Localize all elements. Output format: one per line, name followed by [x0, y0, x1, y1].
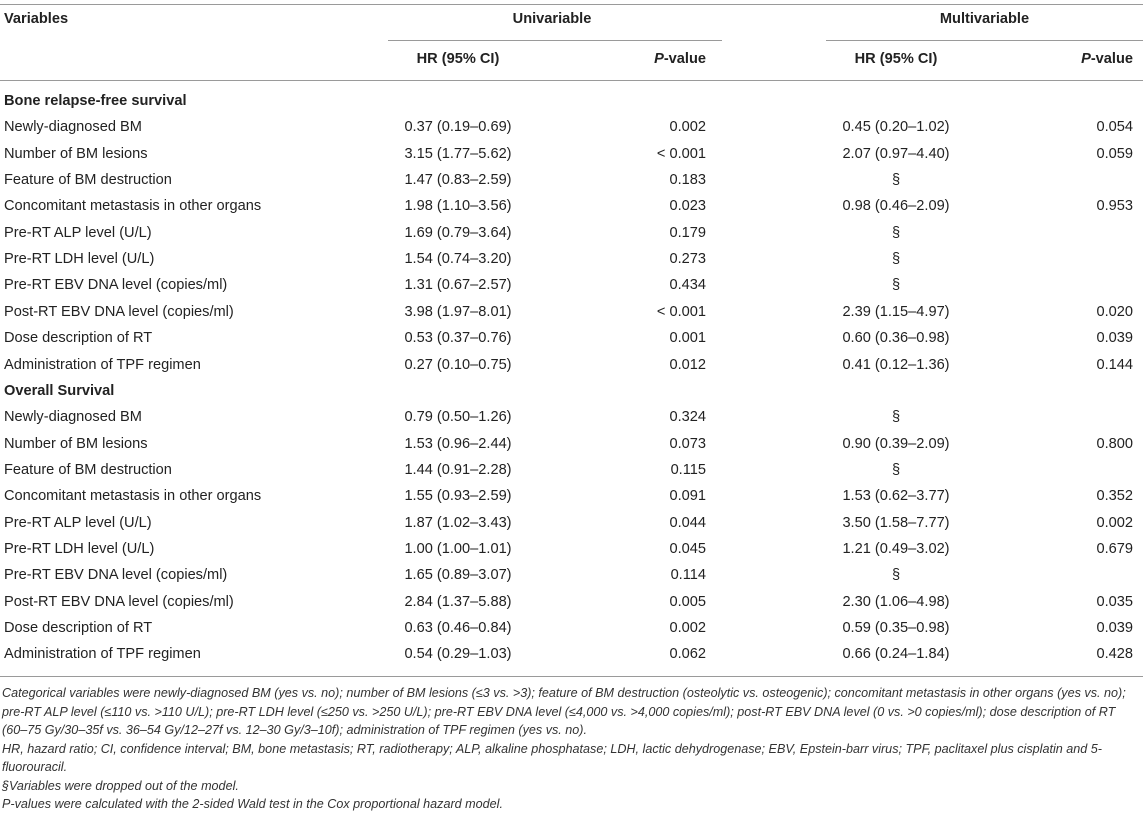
- cell-uni-p: 0.434: [669, 277, 706, 294]
- cell-uni-p: 0.115: [670, 461, 706, 478]
- cell-multi-hr: 2.39 (1.15–4.97): [842, 303, 950, 320]
- cell-uni-hr: 1.47 (0.83–2.59): [404, 172, 512, 188]
- multivariable-group-rule: [826, 40, 1143, 41]
- footnote-pvalue: P-values were calculated with the 2-sided Wald test in the Cox proportional hazard model.: [2, 797, 503, 811]
- cell-variable: Pre-RT LDH level (U/L): [4, 251, 155, 268]
- cell-uni-p: < 0.001: [656, 145, 706, 162]
- cell-multi-hr: 3.50 (1.58–7.77): [842, 514, 950, 531]
- table-top-rule: [0, 4, 1143, 5]
- cell-uni-hr: 1.31 (0.67–2.57): [404, 277, 512, 294]
- cell-uni-hr: 1.65 (0.89–3.07): [404, 567, 512, 584]
- table-bottom-rule: [0, 676, 1143, 677]
- cell-variable: Post-RT EBV DNA level (copies/ml): [4, 593, 234, 610]
- cell-uni-p: < 0.001: [656, 303, 706, 320]
- cell-multi-hr: §: [891, 277, 901, 294]
- cell-multi-hr: 1.53 (0.62–3.77): [842, 488, 950, 505]
- cell-variable: Administration of TPF regimen: [4, 646, 201, 663]
- cell-multi-p: 0.144: [1096, 356, 1133, 373]
- cell-uni-hr: 1.87 (1.02–3.43): [404, 514, 512, 531]
- footnote-abbreviations: HR, hazard ratio; CI, confidence interval; BM, bone metastasis; RT, radiotherapy; ALP, alkaline phosphatase; LDH, lactic dehydrogenase; EBV, Epstein-barr virus; TPF, paclitaxel plus cisplatin and 5-fluorouracil.: [2, 741, 1102, 774]
- cell-multi-p: 0.679: [1096, 541, 1133, 557]
- cell-multi-p: 0.428: [1096, 646, 1133, 663]
- cell-uni-p: 0.002: [669, 119, 706, 136]
- cell-uni-p: 0.062: [669, 646, 706, 663]
- cell-multi-hr: 2.30 (1.06–4.98): [842, 593, 950, 610]
- cell-uni-hr: 1.44 (0.91–2.28): [404, 461, 512, 478]
- cell-multi-hr: 2.07 (0.97–4.40): [842, 145, 950, 162]
- cell-variable: Newly-diagnosed BM: [4, 119, 142, 136]
- cell-variable: Pre-RT EBV DNA level (copies/ml): [4, 567, 228, 584]
- cell-uni-hr: 3.15 (1.77–5.62): [404, 145, 512, 162]
- cell-uni-hr: 1.53 (0.96–2.44): [404, 435, 512, 452]
- cell-variable: Newly-diagnosed BM: [4, 409, 142, 426]
- cell-multi-p: 0.953: [1096, 198, 1133, 215]
- table-footnotes: [2, 684, 1140, 814]
- cell-variable: Pre-RT LDH level (U/L): [4, 541, 155, 557]
- cell-uni-p: 0.073: [669, 435, 706, 452]
- footnote-dropped: §Variables were dropped out of the model.: [2, 778, 239, 793]
- cell-variable: Pre-RT EBV DNA level (copies/ml): [4, 277, 228, 294]
- cell-multi-p: 0.039: [1096, 330, 1133, 347]
- cell-uni-p: 0.114: [670, 567, 706, 584]
- cell-multi-p: 0.002: [1096, 514, 1133, 531]
- cell-uni-hr: 1.54 (0.74–3.20): [404, 251, 512, 268]
- cell-variable: Dose description of RT: [4, 330, 153, 347]
- cell-uni-hr: 1.00 (1.00–1.01): [404, 541, 512, 557]
- cell-uni-p: 0.044: [669, 514, 706, 531]
- cell-variable: Dose description of RT: [4, 620, 153, 636]
- cell-multi-p: 0.020: [1096, 303, 1133, 320]
- cell-multi-hr: 0.41 (0.12–1.36): [842, 356, 950, 373]
- cell-uni-hr: 0.54 (0.29–1.03): [404, 646, 512, 663]
- cell-uni-hr: 0.79 (0.50–1.26): [404, 409, 512, 426]
- cell-multi-hr: 1.21 (0.49–3.02): [842, 541, 950, 557]
- cell-uni-p: 0.324: [669, 409, 706, 426]
- cell-uni-hr: 0.37 (0.19–0.69): [404, 119, 512, 136]
- cell-uni-hr: 1.98 (1.10–3.56): [404, 198, 512, 215]
- cell-variable: Concomitant metastasis in other organs: [4, 198, 262, 215]
- cell-variable: Number of BM lesions: [4, 145, 148, 162]
- cell-uni-p: 0.273: [669, 251, 706, 268]
- cell-uni-hr: 1.55 (0.93–2.59): [404, 488, 512, 505]
- cell-variable: Pre-RT ALP level (U/L): [4, 224, 152, 241]
- header-multivariable: Multivariable: [939, 11, 1030, 27]
- cell-uni-hr: 3.98 (1.97–8.01): [404, 303, 512, 320]
- cell-multi-hr: §: [891, 251, 901, 268]
- cell-multi-p: 0.352: [1096, 488, 1133, 505]
- cell-multi-p: 0.035: [1096, 593, 1133, 610]
- cell-multi-p: 0.054: [1096, 119, 1133, 136]
- cell-multi-p: 0.059: [1096, 145, 1133, 162]
- cell-uni-p: 0.023: [669, 198, 706, 215]
- cell-multi-hr: 0.59 (0.35–0.98): [842, 620, 950, 636]
- cell-uni-p: 0.002: [669, 620, 706, 636]
- cell-variable: Administration of TPF regimen: [4, 356, 201, 373]
- cell-uni-p: 0.045: [669, 541, 706, 557]
- cell-uni-p: 0.179: [669, 224, 706, 241]
- cell-multi-p: 0.039: [1096, 620, 1133, 636]
- section-title: Bone relapse-free survival: [4, 93, 187, 109]
- cell-uni-p: 0.001: [669, 330, 706, 347]
- cell-multi-hr: 0.45 (0.20–1.02): [842, 119, 950, 136]
- cell-variable: Post-RT EBV DNA level (copies/ml): [4, 303, 234, 320]
- cell-uni-hr: 0.63 (0.46–0.84): [404, 620, 512, 636]
- header-uni-hr: HR (95% CI): [416, 51, 500, 67]
- cell-uni-p: 0.183: [669, 172, 706, 188]
- cell-uni-p: 0.091: [669, 488, 706, 505]
- cell-multi-hr: §: [891, 409, 901, 426]
- cell-uni-hr: 1.69 (0.79–3.64): [404, 224, 512, 241]
- univariable-group-rule: [388, 40, 722, 41]
- cell-multi-hr: §: [891, 461, 901, 478]
- cell-uni-hr: 0.27 (0.10–0.75): [404, 356, 512, 373]
- cell-multi-hr: 0.66 (0.24–1.84): [842, 646, 950, 663]
- cell-multi-hr: 0.98 (0.46–2.09): [842, 198, 950, 215]
- section-title: Overall Survival: [4, 382, 115, 399]
- cell-variable: Feature of BM destruction: [4, 461, 172, 478]
- header-multi-hr: HR (95% CI): [854, 51, 938, 67]
- cell-uni-p: 0.005: [669, 593, 706, 610]
- cell-variable: Number of BM lesions: [4, 435, 148, 452]
- cell-multi-hr: §: [891, 224, 901, 241]
- header-uni-p: P-value: [654, 51, 706, 67]
- cell-multi-p: 0.800: [1096, 435, 1133, 452]
- cell-uni-hr: 2.84 (1.37–5.88): [404, 593, 512, 610]
- header-variables: Variables: [4, 11, 69, 27]
- cell-multi-hr: 0.60 (0.36–0.98): [842, 330, 950, 347]
- header-univariable: Univariable: [512, 11, 592, 27]
- cell-uni-p: 0.012: [669, 356, 706, 373]
- header-bottom-rule: [0, 80, 1143, 81]
- header-multi-p: P-value: [1081, 51, 1133, 67]
- cell-multi-hr: §: [891, 172, 901, 188]
- cell-variable: Concomitant metastasis in other organs: [4, 488, 262, 505]
- cell-uni-hr: 0.53 (0.37–0.76): [404, 330, 512, 347]
- cell-variable: Feature of BM destruction: [4, 172, 172, 188]
- footnote-categorical: Categorical variables were newly-diagnosed BM (yes vs. no); number of BM lesions (≤3 vs. >3); feature of BM destruction (osteolytic vs. osteogenic); concomitant metastasis in other organs (yes vs. no); pre-RT ALP level (≤110 vs. >110 U/L); pre-RT LDH level (≤250 vs. >250 U/L); pre-RT EBV DNA level (≤4,000 vs. >4,000 copies/ml); post-RT EBV DNA level (0 vs. >0 copies/ml); dose description of RT (60–75 Gy/30–35f vs. 36–54 Gy/12–27f vs. 12–30 Gy/3–10f); administration of TPF regimen (yes vs. no).: [2, 686, 1126, 737]
- cell-variable: Pre-RT ALP level (U/L): [4, 514, 152, 531]
- cell-multi-hr: 0.90 (0.39–2.09): [842, 435, 950, 452]
- cell-multi-hr: §: [891, 567, 901, 584]
